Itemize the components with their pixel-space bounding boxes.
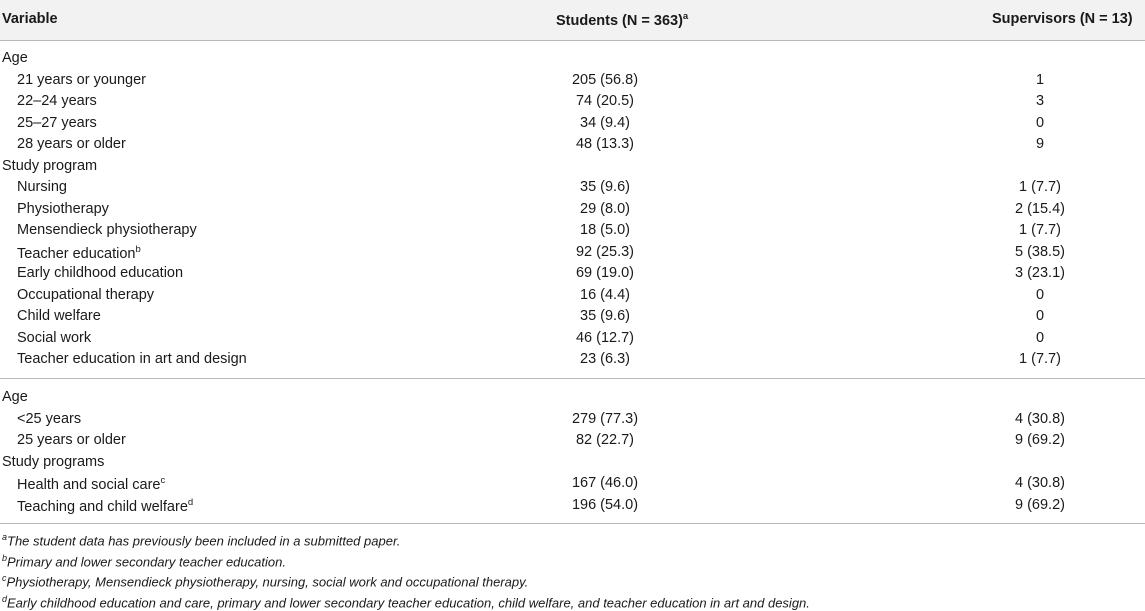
row-label-text: Early childhood education [17, 265, 184, 281]
row-label [17, 244, 141, 262]
footnote-mark: d [2, 593, 8, 604]
header-students-footnote-mark: a [682, 11, 689, 22]
students-value: 82 (22.7) [575, 432, 635, 448]
footnote-mark: a [2, 532, 8, 542]
row-label-text: 21 years or younger [17, 71, 146, 88]
row-label [17, 475, 165, 493]
row-label-text: Mensendieck physiotherapy [17, 222, 197, 238]
footnote [2, 594, 810, 610]
supervisors-value: 1 (7.7) [1019, 179, 1061, 195]
supervisors-value: 3 (23.1) [1015, 265, 1065, 281]
row-label-text: Age [2, 50, 28, 66]
table-row [0, 285, 1145, 307]
header-students-label: Students (N = 363) [556, 12, 683, 29]
row-label [17, 201, 109, 217]
footnote-mark: c [2, 573, 7, 583]
row-label [17, 179, 67, 195]
table-group-row [0, 387, 1145, 409]
students-value: 35 (9.6) [580, 308, 630, 324]
table-row [0, 328, 1145, 350]
row-label [17, 93, 97, 109]
supervisors-value: 1 (7.7) [1019, 222, 1061, 238]
students-value: 16 (4.4) [580, 286, 630, 303]
group-label [2, 50, 28, 66]
row-label-text: Study program [2, 157, 98, 174]
group-label [2, 389, 28, 405]
header-students [556, 11, 688, 29]
row-label-text: Age [2, 389, 28, 405]
row-label-text: Physiotherapy [17, 200, 109, 217]
row-label-text: <25 years [17, 410, 82, 427]
footnote-mark: b [2, 552, 8, 563]
students-value: 167 (46.0) [571, 475, 639, 491]
row-label [17, 351, 247, 367]
supervisors-value: 9 (69.2) [1015, 496, 1065, 513]
table-row [0, 91, 1145, 113]
header-variable: Variable [2, 11, 58, 27]
row-label-text: Child welfare [17, 308, 101, 324]
table-group-row [0, 48, 1145, 70]
row-label-text: Occupational therapy [17, 286, 155, 303]
table-group-row [0, 156, 1145, 178]
row-label [17, 222, 197, 238]
row-label [17, 72, 146, 88]
footnote-text: Primary and lower secondary teacher education. [7, 553, 286, 569]
students-value: 279 (77.3) [571, 410, 639, 427]
row-label-text: Study programs [2, 453, 105, 470]
section-divider [0, 378, 1145, 379]
students-value: 23 (6.3) [580, 351, 630, 367]
header-supervisors: Supervisors (N = 13) [992, 11, 1133, 27]
footnote-text: Physiotherapy, Mensendieck physiotherapy, nursing, social work and occupational therapy. [6, 574, 529, 590]
supervisors-value: 1 (7.7) [1019, 351, 1061, 367]
row-label [17, 411, 81, 427]
table-row [0, 306, 1145, 328]
students-value: 48 (13.3) [575, 136, 635, 152]
students-value: 69 (19.0) [575, 265, 635, 281]
row-label [17, 265, 183, 281]
table-row [0, 349, 1145, 371]
table-row [0, 70, 1145, 92]
footnote [2, 573, 528, 589]
footnote-mark: d [187, 496, 194, 508]
group-label [2, 158, 97, 174]
footnote-text: The student data has previously been included in a submitted paper. [7, 533, 401, 549]
row-label [17, 115, 97, 131]
supervisors-value: 9 [1035, 136, 1045, 152]
row-label [17, 330, 91, 346]
row-label-text: 22–24 years [17, 93, 97, 109]
footnote [2, 532, 400, 548]
table-header [0, 0, 1145, 41]
row-label [17, 432, 126, 448]
students-value: 29 (8.0) [580, 200, 630, 217]
table-row [0, 242, 1145, 264]
row-label [17, 136, 126, 152]
supervisors-value: 2 (15.4) [1015, 200, 1065, 217]
row-label [17, 497, 193, 515]
table-bottom-rule [0, 523, 1145, 524]
table-row [0, 199, 1145, 221]
row-label-text: 25 years or older [17, 432, 126, 448]
supervisors-value: 0 [1035, 329, 1045, 346]
row-label-text: Teaching and child welfare [17, 498, 188, 515]
row-label-text: Teacher education [17, 245, 136, 262]
table-row [0, 113, 1145, 135]
table-row [0, 177, 1145, 199]
students-value: 34 (9.4) [580, 114, 630, 131]
table-row [0, 263, 1145, 285]
row-label-text: 28 years or older [17, 136, 126, 152]
supervisors-value: 0 [1035, 114, 1045, 131]
supervisors-value: 9 (69.2) [1015, 432, 1065, 448]
students-value: 92 (25.3) [575, 243, 635, 260]
supervisors-value: 4 (30.8) [1015, 410, 1065, 427]
table-row [0, 220, 1145, 242]
row-label-text: Health and social care [17, 476, 161, 493]
students-value: 46 (12.7) [575, 329, 635, 346]
table-row [0, 409, 1145, 431]
table-row [0, 495, 1145, 517]
row-label-text: 25–27 years [17, 114, 97, 131]
supervisors-value: 4 (30.8) [1015, 475, 1065, 491]
table-row [0, 134, 1145, 156]
group-label [2, 454, 104, 470]
supervisors-value: 5 (38.5) [1015, 243, 1065, 260]
row-label [17, 308, 101, 324]
students-value: 205 (56.8) [571, 71, 639, 88]
students-value: 74 (20.5) [575, 93, 635, 109]
supervisors-value: 3 [1035, 93, 1045, 109]
footnote-mark: b [135, 243, 141, 255]
students-value: 196 (54.0) [571, 496, 639, 513]
row-label-text: Social work [17, 329, 92, 346]
supervisors-value: 1 [1035, 71, 1045, 88]
table-row [0, 473, 1145, 495]
supervisors-value: 0 [1035, 308, 1045, 324]
row-label-text: Teacher education in art and design [17, 351, 247, 367]
footnote-text: Early childhood education and care, primary and lower secondary teacher education, child welfare, and teacher education in art and design. [7, 594, 810, 610]
footnote [2, 553, 286, 569]
footnote-mark: c [160, 475, 166, 486]
row-label [17, 287, 154, 303]
students-value: 35 (9.6) [580, 179, 630, 195]
table-row [0, 430, 1145, 452]
supervisors-value: 0 [1035, 286, 1045, 303]
row-label-text: Nursing [17, 179, 67, 195]
table-group-row [0, 452, 1145, 474]
students-value: 18 (5.0) [580, 222, 630, 238]
